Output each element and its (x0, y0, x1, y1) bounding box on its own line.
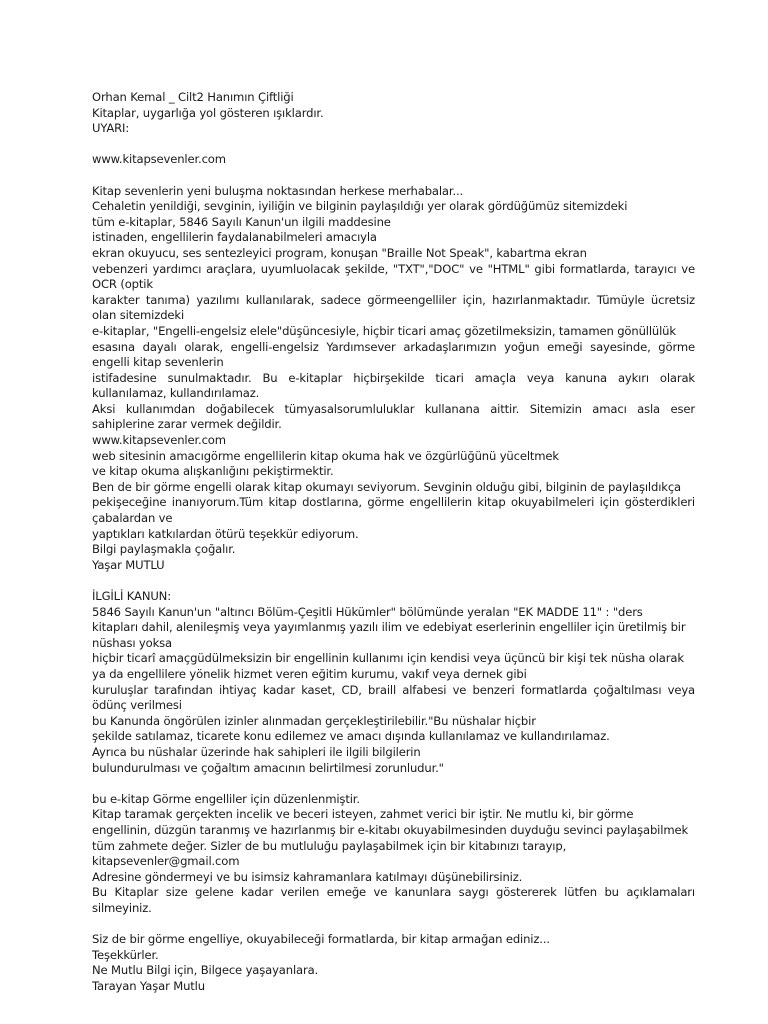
text-line: kitapları dahil, alenileşmiş veya yayımlanmış yazılı ilim ve edebiyat eserlerinin engelliler için üretilmiş bir (92, 620, 686, 635)
blank-line (92, 916, 695, 932)
text-line: tüm e-kitaplar, 5846 Sayılı Kanun'un ilgili maddesine (92, 214, 391, 229)
text-line: Bu Kitaplar size gelene kadar verilen emeğe ve kanunlara saygı göstererek lütfen bu açıklamaları (92, 885, 695, 900)
blank-line (92, 776, 695, 792)
text-line: Ayrıca bu nüshalar üzerinde hak sahipleri ile ilgili bilgilerin (92, 744, 421, 759)
text-line: şekilde satılamaz, ticarete konu edilemez ve amacı dışında kullanılamaz ve kullandırılamaz. (92, 729, 610, 744)
text-line: kitapsevenler@gmail.com (92, 854, 240, 869)
text-line: Ne Mutlu Bilgi için, Bilgece yaşayanlara. (92, 963, 319, 978)
text-line: ekran okuyucu, ses sentezleyici program, konuşan "Braille Not Speak", kabartma ekran (92, 245, 587, 260)
text-line: kuruluşlar tarafından ihtiyaç kadar kaset, CD, braill alfabesi ve benzeri formatlarda çoğaltılması veya (92, 682, 695, 697)
text-line: www.kitapsevenler.com (92, 152, 226, 167)
text-line: vebenzeri yardımcı araçlara, uyumluolacak şekilde, "TXT","DOC" ve "HTML" gibi formatlarda, tarayıcı ve (92, 261, 695, 276)
text-line: Cehaletin yenildiği, sevginin, iyiliğin ve bilginin paylaşıldığı yer olarak gördüğümüz sitemizdeki (92, 199, 628, 214)
text-line: UYARI: (92, 121, 130, 136)
text-line: web sitesinin amacıgörme engellilerin kitap okuma hak ve özgürlüğünü yüceltmek (92, 448, 559, 463)
text-line: Kitap sevenlerin yeni buluşma noktasından herkese merhabalar... (92, 183, 464, 198)
text-line: bu Kanunda öngörülen izinler alınmadan gerçekleştirilebilir."Bu nüshalar hiçbir (92, 713, 536, 728)
text-line: e-kitaplar, "Engelli-engelsiz elele"düşüncesiyle, hiçbir ticari amaç gözetilmeksizin, tamamen gönüllülük (92, 323, 676, 338)
text-line: nüshası yoksa (92, 635, 172, 650)
text-line: Adresine göndermeyi ve bu isimsiz kahramanlara katılmayı düşünebilirsiniz. (92, 869, 523, 884)
text-line: Kitap taramak gerçekten incelik ve beceri isteyen, zahmet verici bir iştir. Ne mutlu ki, bir görme (92, 807, 634, 822)
text-line: kullanılamaz, kullandırılamaz. (92, 386, 260, 401)
text-line: engellinin, düzgün taranmış ve hazırlanmış bir e-kitabı okuyabilmesinden duyduğu sevinci paylaşabilmek (92, 822, 689, 837)
text-line: tüm zahmete değer. Sizler de bu mutluluğu paylaşabilmek için bir kitabınızı tarayıp, (92, 838, 567, 853)
text-line: Ben de bir görme engelli olarak kitap okumayı seviyorum. Sevginin olduğu gibi, bilginin de paylaşıldıkça (92, 479, 682, 494)
text-line: sahiplerine zarar vermek değildir. (92, 417, 282, 432)
text-line: pekişeceğine inanıyorum.Tüm kitap dostlarına, görme engellilerin kitap okuyabilmeleri için gösterdikleri (92, 495, 695, 510)
text-line: Yaşar MUTLU (92, 557, 165, 572)
text-line: bu e-kitap Görme engelliler için düzenlenmiştir. (92, 791, 360, 806)
blank-line (92, 137, 695, 153)
text-line: Orhan Kemal _ Cilt2 Hanımın Çiftliği (92, 90, 294, 104)
text-line: çabalardan ve (92, 511, 173, 526)
text-line: www.kitapsevenler.com (92, 433, 226, 448)
text-line: Tarayan Yaşar Mutlu (92, 978, 205, 993)
text-line: İLGİLİ KANUN: (92, 589, 171, 603)
text-line: OCR (optik (92, 277, 153, 292)
blank-line (92, 168, 695, 184)
text-line: silmeyiniz. (92, 900, 152, 915)
text-line: istinaden, engellilerin faydalanabilmeleri amacıyla (92, 230, 377, 245)
text-line: Aksi kullanımdan doğabilecek tümyasalsorumluluklar kullanana aittir. Sitemizin amacı asla eser (92, 401, 695, 416)
text-line: esasına dayalı olarak, engelli-engelsiz Yardımsever arkadaşlarımızın yoğun emeği sayesinde, görme (92, 339, 695, 354)
text-line: olan sitemizdeki (92, 308, 185, 323)
text-line: istifadesine sunulmaktadır. Bu e-kitaplar hiçbirşekilde ticari amaçla veya kanuna aykırı olarak (92, 370, 695, 385)
text-line: hiçbir ticarî amaçgüdülmeksizin bir engellinin kullanımı için kendisi veya üçüncü bir kişi tek nüsha olarak (92, 651, 684, 666)
document-page (92, 90, 695, 994)
text-line: Siz de bir görme engelliye, okuyabileceği formatlarda, bir kitap armağan ediniz... (92, 932, 550, 947)
text-line: Kitaplar, uygarlığa yol gösteren ışıklardır. (92, 105, 324, 120)
text-line: ya da engellilere yönelik hizmet veren eğitim kurumu, vakıf veya dernek gibi (92, 666, 527, 681)
text-line: bulundurulması ve çoğaltım amacının belirtilmesi zorunludur." (92, 760, 444, 775)
text-line: yaptıkları katkılardan ötürü teşekkür ediyorum. (92, 526, 359, 541)
text-line: Teşekkürler. (92, 947, 159, 962)
text-line: ve kitap okuma alışkanlığını pekiştirmektir. (92, 464, 334, 479)
text-line: ödünç verilmesi (92, 698, 182, 713)
text-line: 5846 Sayılı Kanun'un "altıncı Bölüm-Çeşitli Hükümler" bölümünde yeralan "EK MADDE 11" : "ders (92, 604, 643, 619)
text-line: karakter tanıma) yazılımı kullanılarak, sadece görmeengelliler için, hazırlanmaktadır. Tümüyle ücretsiz (92, 292, 695, 307)
text-line: engelli kitap sevenlerin (92, 355, 224, 370)
blank-line (92, 573, 695, 589)
text-line: Bilgi paylaşmakla çoğalır. (92, 542, 236, 557)
